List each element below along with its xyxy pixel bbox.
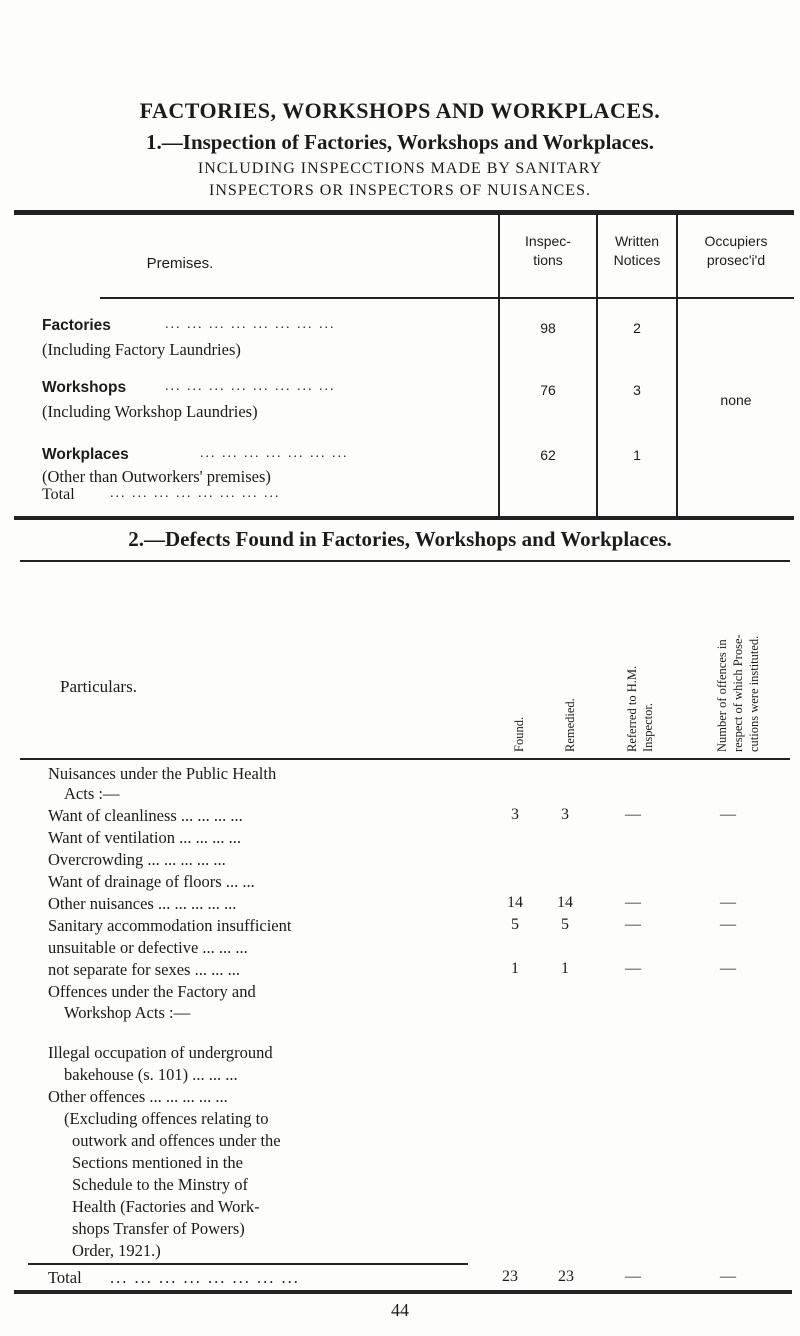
inspections-header-l1: Inspec- <box>525 233 571 249</box>
line-overcrowding: Overcrowding ... ... ... ... ... <box>48 850 226 869</box>
offences-header-l1: Number of offences in <box>715 639 729 752</box>
line-nuisances-heading: Nuisances under the Public Health <box>48 764 277 783</box>
line-health: Health (Factories and Work- <box>72 1197 260 1216</box>
row-factories-dots: ... ... ... ... ... ... ... ... <box>165 317 336 332</box>
line-unsuitable: unsuitable or defective ... ... ... <box>48 938 248 957</box>
line-sanitary-accommodation: Sanitary accommodation insufficient <box>48 916 292 935</box>
section1-title: 1.—Inspection of Factories, Workshops and Workplaces. <box>146 130 654 154</box>
sanitary-prosecutions: — <box>720 916 736 933</box>
not-separate-referred: — <box>625 960 641 977</box>
table2-total-dots: ... ... ... ... ... ... ... ... <box>110 1268 300 1287</box>
cleanliness-prosecutions: — <box>720 806 736 823</box>
row-workplaces-label: Workplaces <box>42 446 129 463</box>
table1-total-dots: ... ... ... ... ... ... ... ... <box>110 486 281 501</box>
sanitary-found: 5 <box>511 916 519 933</box>
total-prosecutions: — <box>720 1268 736 1285</box>
particulars-header: Particulars. <box>60 677 137 696</box>
offences-header-l2: respect of which Prose- <box>731 634 745 752</box>
line-bakehouse: bakehouse (s. 101) ... ... ... <box>64 1065 238 1084</box>
table1-bottom-rule <box>14 516 794 520</box>
total-found: 23 <box>502 1268 518 1285</box>
line-want-of-ventilation: Want of ventilation ... ... ... ... <box>48 828 241 847</box>
offences-header-l3: cutions were instituted. <box>747 635 761 752</box>
line-shops-transfer: shops Transfer of Powers) <box>72 1219 245 1238</box>
not-separate-remedied: 1 <box>561 960 569 977</box>
section1-subtitle-line2: INSPECTORS OR INSPECTORS OF NUISANCES. <box>209 182 591 199</box>
line-want-of-drainage: Want of drainage of floors ... ... <box>48 872 255 891</box>
line-sections: Sections mentioned in the <box>72 1153 243 1172</box>
row-workplaces-notices: 1 <box>633 447 641 463</box>
notices-header-l1: Written <box>614 233 660 249</box>
not-separate-prosecutions: — <box>720 960 736 977</box>
other-nuisances-remedied: 14 <box>557 894 573 911</box>
inspections-header-l2: tions <box>533 252 563 268</box>
line-not-separate: not separate for sexes ... ... ... <box>48 960 240 979</box>
total-referred: — <box>625 1268 641 1285</box>
line-other-offences: Other offences ... ... ... ... ... <box>48 1087 228 1106</box>
line-schedule: Schedule to the Minstry of <box>72 1175 248 1194</box>
line-excluding: (Excluding offences relating to <box>64 1109 269 1128</box>
cleanliness-found: 3 <box>511 806 519 823</box>
page-heading: FACTORIES, WORKSHOPS AND WORKPLACES. <box>139 98 661 123</box>
occupiers-header-l1: Occupiers <box>704 233 768 249</box>
table2-header-rule <box>20 758 790 760</box>
occupiers-prosecuted-value: none <box>720 392 752 408</box>
page-number: 44 <box>391 1300 409 1320</box>
remedied-header: Remedied. <box>563 698 577 752</box>
row-workshops-inspections: 76 <box>540 382 556 398</box>
row-factories-notices: 2 <box>633 320 641 336</box>
other-nuisances-prosecutions: — <box>720 894 736 911</box>
table1-total-label: Total <box>42 486 75 503</box>
found-header: Found. <box>512 716 526 752</box>
section1-subtitle-line1: INCLUDING INSPECCTIONS MADE BY SANITARY <box>197 160 603 177</box>
other-nuisances-referred: — <box>625 894 641 911</box>
sanitary-remedied: 5 <box>561 916 569 933</box>
row-workshops-label: Workshops <box>42 379 127 396</box>
referred-header-l1: Referred to H.M. <box>625 665 639 752</box>
row-workshops-notices: 3 <box>633 382 641 398</box>
line-outwork: outwork and offences under the <box>72 1131 281 1150</box>
line-workshop-acts: Workshop Acts :— <box>64 1003 191 1022</box>
sanitary-referred: — <box>625 916 641 933</box>
section2-title: 2.—Defects Found in Factories, Workshops and Workplaces. <box>128 527 672 551</box>
other-nuisances-found: 14 <box>507 894 523 911</box>
premises-header: Premises. <box>146 255 214 272</box>
table2-top-rule <box>20 560 790 562</box>
row-workplaces-dots: ... ... ... ... ... ... ... <box>200 446 349 461</box>
row-factories-label: Factories <box>42 317 111 334</box>
table2-total-label: Total <box>48 1268 82 1287</box>
notices-header-l2: Notices <box>613 252 661 268</box>
table2-total-rule <box>28 1263 468 1265</box>
line-acts: Acts :— <box>64 784 120 803</box>
table1-header-rule <box>100 297 794 299</box>
row-workplaces-sub: (Other than Outworkers' premises) <box>42 467 271 486</box>
not-separate-found: 1 <box>511 960 519 977</box>
row-workshops-dots: ... ... ... ... ... ... ... ... <box>165 379 336 394</box>
row-workshops-sub: (Including Workshop Laundries) <box>42 402 258 421</box>
total-remedied: 23 <box>558 1268 574 1285</box>
cleanliness-referred: — <box>625 806 641 823</box>
row-factories-sub: (Including Factory Laundries) <box>42 340 241 359</box>
cleanliness-remedied: 3 <box>561 806 569 823</box>
line-offences-heading: Offences under the Factory and <box>48 982 256 1001</box>
line-want-of-cleanliness: Want of cleanliness ... ... ... ... <box>48 806 243 825</box>
table2-bottom-rule <box>14 1290 792 1294</box>
line-illegal-occupation: Illegal occupation of underground <box>48 1043 273 1062</box>
row-workplaces-inspections: 62 <box>540 447 556 463</box>
line-other-nuisances: Other nuisances ... ... ... ... ... <box>48 894 237 913</box>
occupiers-header-l2: prosec'i'd <box>706 252 766 268</box>
referred-header-l2: Inspector. <box>641 703 655 752</box>
line-order-1921: Order, 1921.) <box>72 1241 161 1260</box>
row-factories-inspections: 98 <box>540 320 556 336</box>
